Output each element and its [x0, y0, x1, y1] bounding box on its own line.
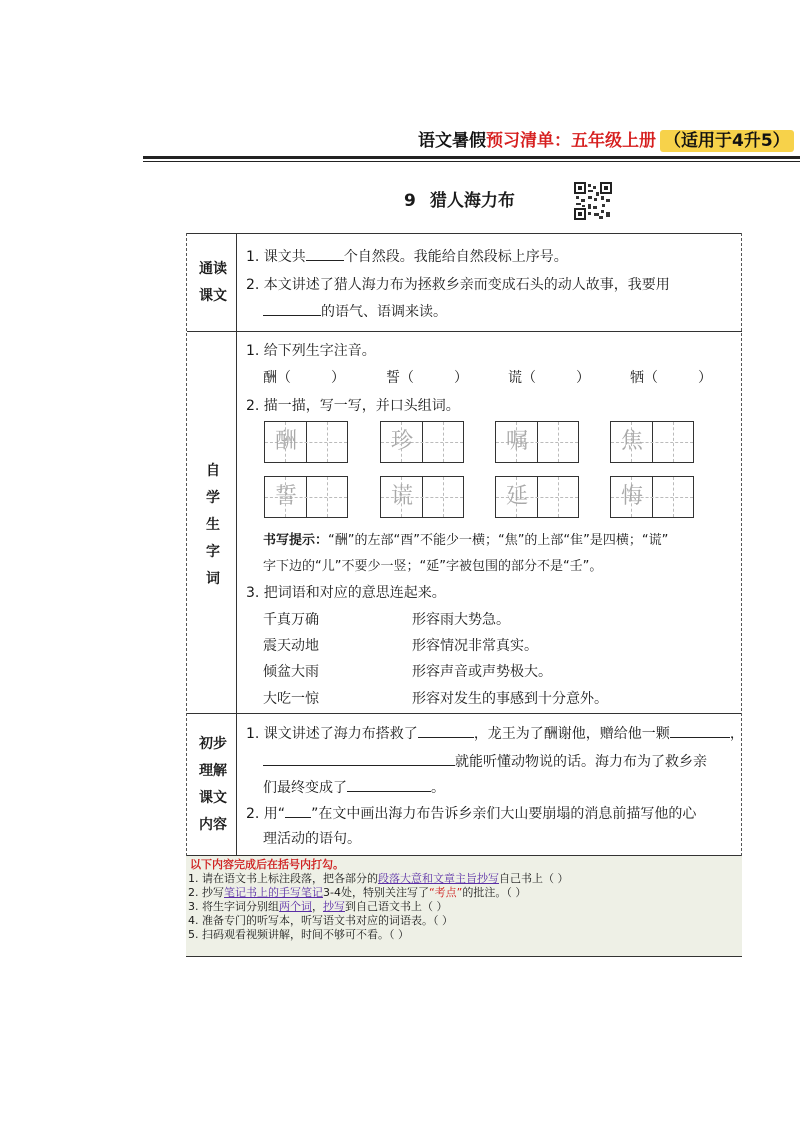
- match-word[interactable]: 倾盆大雨: [263, 664, 319, 680]
- lesson-title: [404, 186, 529, 211]
- pinyin-item: [630, 368, 712, 388]
- writing-grid[interactable]: [610, 476, 694, 518]
- paren-open: （: [522, 370, 536, 386]
- table-left-border: [186, 233, 187, 956]
- writing-grid[interactable]: [495, 421, 579, 463]
- table-right-border: [741, 233, 742, 956]
- item-text: 1. 请在语文书上标注段落，把各部分的: [188, 872, 378, 885]
- question-tone-line2: [263, 301, 447, 322]
- writing-hint-text: “酬”的左部“酉”不能少一横；“焦”的上部“隹”是四横；“谎”: [328, 533, 669, 548]
- writing-grid[interactable]: [264, 421, 348, 463]
- writing-grid[interactable]: [495, 476, 579, 518]
- paren-close: ）: [331, 370, 345, 386]
- match-question-title: 3. 把词语和对应的意思连起来。: [246, 585, 446, 601]
- q-text: ，: [729, 726, 744, 742]
- pinyin-item: [386, 368, 468, 388]
- section-label-self-study: [191, 458, 235, 593]
- section3-label-line: 理解: [199, 763, 227, 779]
- item-text: ，: [312, 900, 323, 913]
- q-text: 2. 用“: [246, 806, 286, 822]
- section-label-understand: [191, 731, 235, 839]
- q-text: 。: [431, 780, 445, 796]
- section-label-read-line2: 课文: [199, 288, 227, 304]
- checklist-item-2[interactable]: [188, 886, 526, 899]
- header-title-highlight: 预习清单：: [486, 131, 571, 151]
- answer-blank[interactable]: [263, 301, 321, 316]
- item-highlight: 两个词: [279, 900, 312, 913]
- lesson-name: 猎人海力布: [429, 191, 515, 211]
- item-highlight: 笔记书上的手写笔记: [224, 886, 323, 899]
- lesson-number: 9: [404, 191, 416, 211]
- item-text: 3. 将生字词分别组: [188, 900, 279, 913]
- writing-grid[interactable]: [264, 476, 348, 518]
- item-highlight: 段落大意和文章主旨抄写: [378, 872, 499, 885]
- writing-grid[interactable]: [380, 476, 464, 518]
- row-divider-2: [187, 713, 742, 714]
- item-text: 的批注。（ ）: [462, 886, 527, 899]
- checklist-item-1[interactable]: [188, 872, 569, 885]
- checklist-intro: 以下内容完成后在括号内打勾。: [190, 858, 344, 871]
- q-text: ，龙王为了酬谢他，赠给他一颗: [473, 726, 670, 742]
- header-rule-thin: [143, 161, 800, 162]
- section3-label-line: 内容: [199, 817, 227, 833]
- checklist-item-4[interactable]: 4. 准备专门的听写本，听写语文书对应的词语表。（ ）: [188, 914, 453, 927]
- item-text: 自己书上（ ）: [499, 872, 569, 885]
- header-title-prefix: 语文暑假: [418, 131, 486, 151]
- writing-hint-label: 书写提示：: [263, 533, 329, 548]
- section-label-read-line1: 通读: [199, 261, 227, 277]
- comprehension-q1-line2: [263, 751, 707, 772]
- trace-char: 珍: [390, 429, 413, 454]
- pinyin-char: 谎: [508, 370, 522, 386]
- item-text: 到自己语文书上（ ）: [345, 900, 448, 913]
- match-meaning[interactable]: 形容对发生的事感到十分意外。: [412, 691, 608, 707]
- section2-label-char: 生: [206, 517, 220, 533]
- pinyin-char: 牺: [630, 370, 644, 386]
- answer-blank[interactable]: [418, 723, 474, 738]
- q1-text-b: 个自然段。我能给自然段标上序号。: [343, 249, 568, 265]
- q-text: 们最终变成了: [263, 780, 347, 796]
- comprehension-q1-line1: [246, 723, 744, 744]
- q-text: ”在文中画出海力布告诉乡亲们大山要崩塌的消息前描写他的心: [311, 806, 697, 822]
- match-meaning[interactable]: 形容声音或声势极大。: [412, 664, 552, 680]
- writing-hint-line2: 字下边的“儿”不要少一竖；“延”字被包围的部分不是“壬”。: [263, 559, 603, 574]
- trace-char: 延: [505, 484, 528, 509]
- page-header: [418, 128, 794, 154]
- match-word[interactable]: 大吃一惊: [263, 691, 319, 707]
- checklist-item-5[interactable]: 5. 扫码观看视频讲解，时间不够可不看。（ ）: [188, 928, 409, 941]
- trace-char: 焦: [620, 429, 643, 454]
- answer-blank[interactable]: [263, 751, 455, 766]
- header-badge: （适用于4升5）: [660, 130, 794, 152]
- section3-label-line: 初步: [199, 736, 227, 752]
- comprehension-q2-line1: [246, 803, 696, 824]
- copy-question-title: 2. 描一描，写一写，并口头组词。: [246, 398, 460, 414]
- q1-text-a: 1. 课文共: [246, 249, 306, 265]
- table-top-border: [187, 233, 742, 234]
- question-tone-line1: 2. 本文讲述了猎人海力布为拯救乡亲而变成石头的动人故事，我要用: [246, 277, 670, 293]
- match-word[interactable]: 千真万确: [263, 612, 319, 628]
- table-bottom-border: [186, 956, 742, 957]
- section2-label-char: 词: [206, 571, 220, 587]
- row-divider-1: [187, 331, 742, 332]
- writing-grid[interactable]: [380, 421, 464, 463]
- paren-close: ）: [454, 370, 468, 386]
- item-highlight: 抄写: [323, 900, 345, 913]
- paren-open: （: [400, 370, 414, 386]
- answer-blank[interactable]: [306, 246, 344, 261]
- question-paragraph-count: [246, 246, 568, 267]
- q-text: 就能听懂动物说的话。海力布为了救乡亲: [455, 754, 707, 770]
- writing-grid[interactable]: [610, 421, 694, 463]
- section2-label-char: 字: [206, 544, 220, 560]
- trace-char: 嘱: [505, 429, 528, 454]
- pinyin-item: [508, 368, 590, 388]
- trace-char: 誓: [274, 484, 297, 509]
- section2-label-char: 自: [206, 463, 220, 479]
- paren-close: ）: [576, 370, 590, 386]
- pinyin-question-title: 1. 给下列生字注音。: [246, 343, 376, 359]
- comprehension-q2-line2: 理活动的语句。: [263, 831, 361, 847]
- pinyin-char: 誓: [386, 370, 400, 386]
- trace-char: 悔: [620, 484, 643, 509]
- pinyin-item: [263, 368, 345, 388]
- match-word[interactable]: 震天动地: [263, 638, 319, 654]
- checklist-item-3[interactable]: [188, 900, 448, 913]
- answer-blank[interactable]: [347, 777, 431, 792]
- section3-label-line: 课文: [199, 790, 227, 806]
- header-rule-thick: [143, 156, 800, 159]
- qr-code-icon[interactable]: [574, 182, 612, 220]
- pinyin-char: 酬: [263, 370, 277, 386]
- paren-open: （: [277, 370, 291, 386]
- underline-sample: [285, 803, 311, 818]
- match-meaning[interactable]: 形容情况非常真实。: [412, 638, 538, 654]
- item-text: 2. 抄写: [188, 886, 224, 899]
- section-label-read: [191, 256, 235, 310]
- paren-open: （: [644, 370, 658, 386]
- header-grade: 五年级上册: [571, 131, 656, 151]
- q2-text-b: 的语气、语调来读。: [321, 304, 447, 320]
- item-text: 3-4处，特别关注写了: [323, 886, 429, 899]
- paren-close: ）: [698, 370, 712, 386]
- trace-char: 谎: [390, 484, 413, 509]
- q-text: 1. 课文讲述了海力布搭救了: [246, 726, 418, 742]
- comprehension-q1-line3: [263, 777, 445, 798]
- answer-blank[interactable]: [670, 723, 730, 738]
- item-highlight-red: “考点”: [428, 886, 463, 899]
- match-meaning[interactable]: 形容雨大势急。: [412, 612, 510, 628]
- writing-hint-line1: [263, 531, 668, 551]
- trace-char: 酬: [274, 429, 297, 454]
- section2-label-char: 学: [206, 490, 220, 506]
- label-column-divider: [236, 233, 237, 855]
